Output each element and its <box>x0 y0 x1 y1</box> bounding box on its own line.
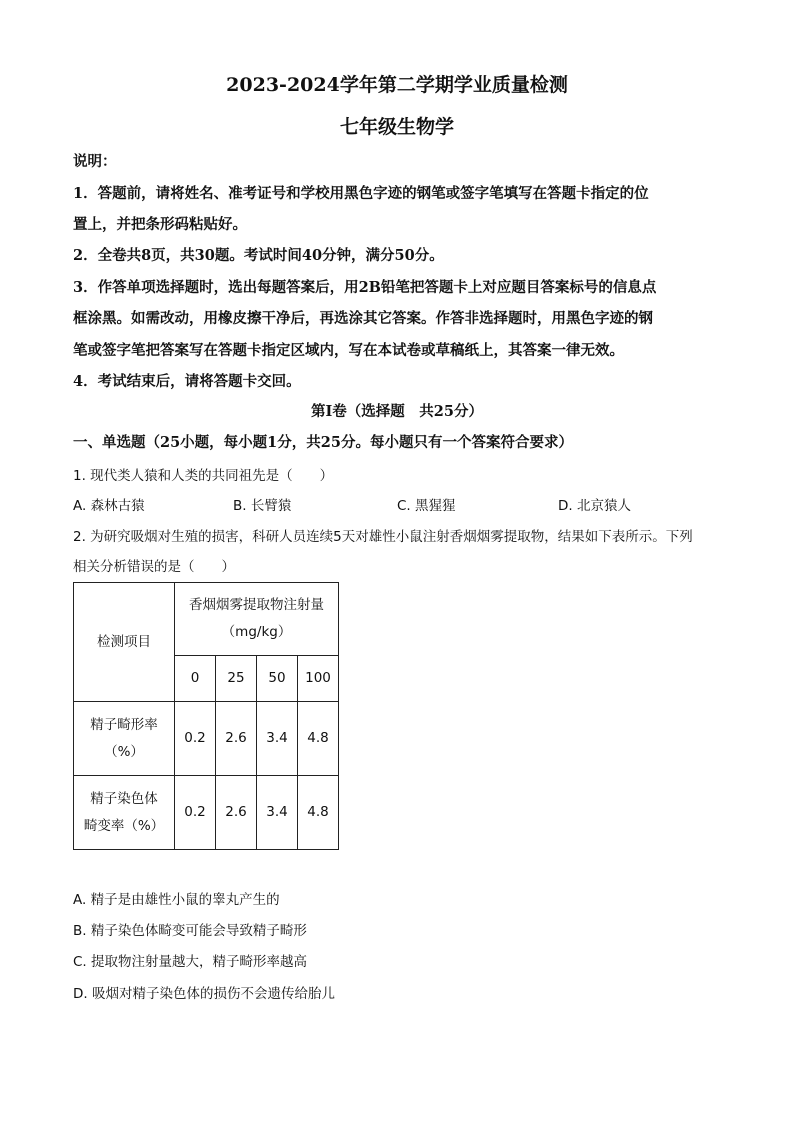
instruction-line: 置上，并把条形码粘贴好。 <box>73 216 247 233</box>
value-cell: 0.2 <box>175 776 216 850</box>
instructions-heading: 说明： <box>73 153 117 170</box>
value-cell: 2.6 <box>216 702 257 776</box>
instruction-line: 4．考试结束后，请将答题卡交回。 <box>73 373 301 390</box>
question-2-option-a: A. 精子是由雄性小鼠的睾丸产生的 <box>73 892 280 908</box>
instruction-line: 笔或签字笔把答案写在答题卡指定区域内，写在本试卷或草稿纸上，其答案一律无效。 <box>73 342 624 359</box>
row-label-cell <box>74 776 175 850</box>
instruction-line: 框涂黑。如需改动，用橡皮擦干净后，再选涂其它答案。作答非选择题时，用黑色字迹的钢 <box>73 310 653 327</box>
dose-cell: 50 <box>257 656 298 702</box>
question-2-stem: 2. 为研究吸烟对生殖的损害，科研人员连续5天对雄性小鼠注射香烟烟雾提取物，结果如下表所示。下列 <box>73 529 693 545</box>
instruction-line: 1．答题前，请将姓名、准考证号和学校用黑色字迹的钢笔或签字笔填写在答题卡指定的位 <box>73 185 649 202</box>
value-cell: 0.2 <box>175 702 216 776</box>
value-cell: 3.4 <box>257 776 298 850</box>
part-heading: 一、单选题（25小题，每小题1分，共25分。每小题只有一个答案符合要求） <box>73 434 573 451</box>
question-1-option-c: C. 黑猩猩 <box>397 498 456 514</box>
instruction-line: 3．作答单项选择题时，选出每题答案后，用2B铅笔把答题卡上对应题目答案标号的信息点 <box>73 279 657 296</box>
question-1-option-b: B. 长臂猿 <box>233 498 292 514</box>
value-cell: 3.4 <box>257 702 298 776</box>
row-label-line: 精子染色体 <box>90 790 158 807</box>
row-header-cell: 检测项目 <box>74 583 175 702</box>
question-2-option-b: B. 精子染色体畸变可能会导致精子畸形 <box>73 923 307 939</box>
exam-subtitle: 七年级生物学 <box>339 116 454 138</box>
row-label-line: 畸变率（%） <box>83 817 165 834</box>
section-title: 第Ⅰ卷（选择题 共25分） <box>311 403 483 420</box>
dose-cell: 100 <box>298 656 339 702</box>
instruction-line: 2．全卷共8页，共30题。考试时间40分钟，满分50分。 <box>73 247 444 264</box>
table-row <box>74 702 339 776</box>
row-label-line: （%） <box>104 743 144 760</box>
value-cell: 4.8 <box>298 776 339 850</box>
question-2-option-c: C. 提取物注射量越大，精子畸形率越高 <box>73 954 308 970</box>
exam-title: 2023-2024学年第二学期学业质量检测 <box>226 74 568 96</box>
question-1-option-d: D. 北京猿人 <box>558 498 631 514</box>
row-label-line: 精子畸形率 <box>90 716 158 733</box>
column-header-unit: （mg/kg） <box>221 624 292 640</box>
question-1-option-a: A. 森林古猿 <box>73 498 145 514</box>
value-cell: 4.8 <box>298 702 339 776</box>
column-header-cell <box>175 583 339 656</box>
question-2-stem-continued: 相关分析错误的是（ ） <box>73 559 235 575</box>
dose-cell: 25 <box>216 656 257 702</box>
question-1-stem: 1. 现代类人猿和人类的共同祖先是（ ） <box>73 468 334 484</box>
value-cell: 2.6 <box>216 776 257 850</box>
question-2-option-d: D. 吸烟对精子染色体的损伤不会遗传给胎儿 <box>73 986 335 1002</box>
dose-cell: 0 <box>175 656 216 702</box>
row-label-cell <box>74 702 175 776</box>
results-table <box>73 582 339 850</box>
table-row <box>74 776 339 850</box>
column-header-line: 香烟烟雾提取物注射量 <box>189 597 324 613</box>
